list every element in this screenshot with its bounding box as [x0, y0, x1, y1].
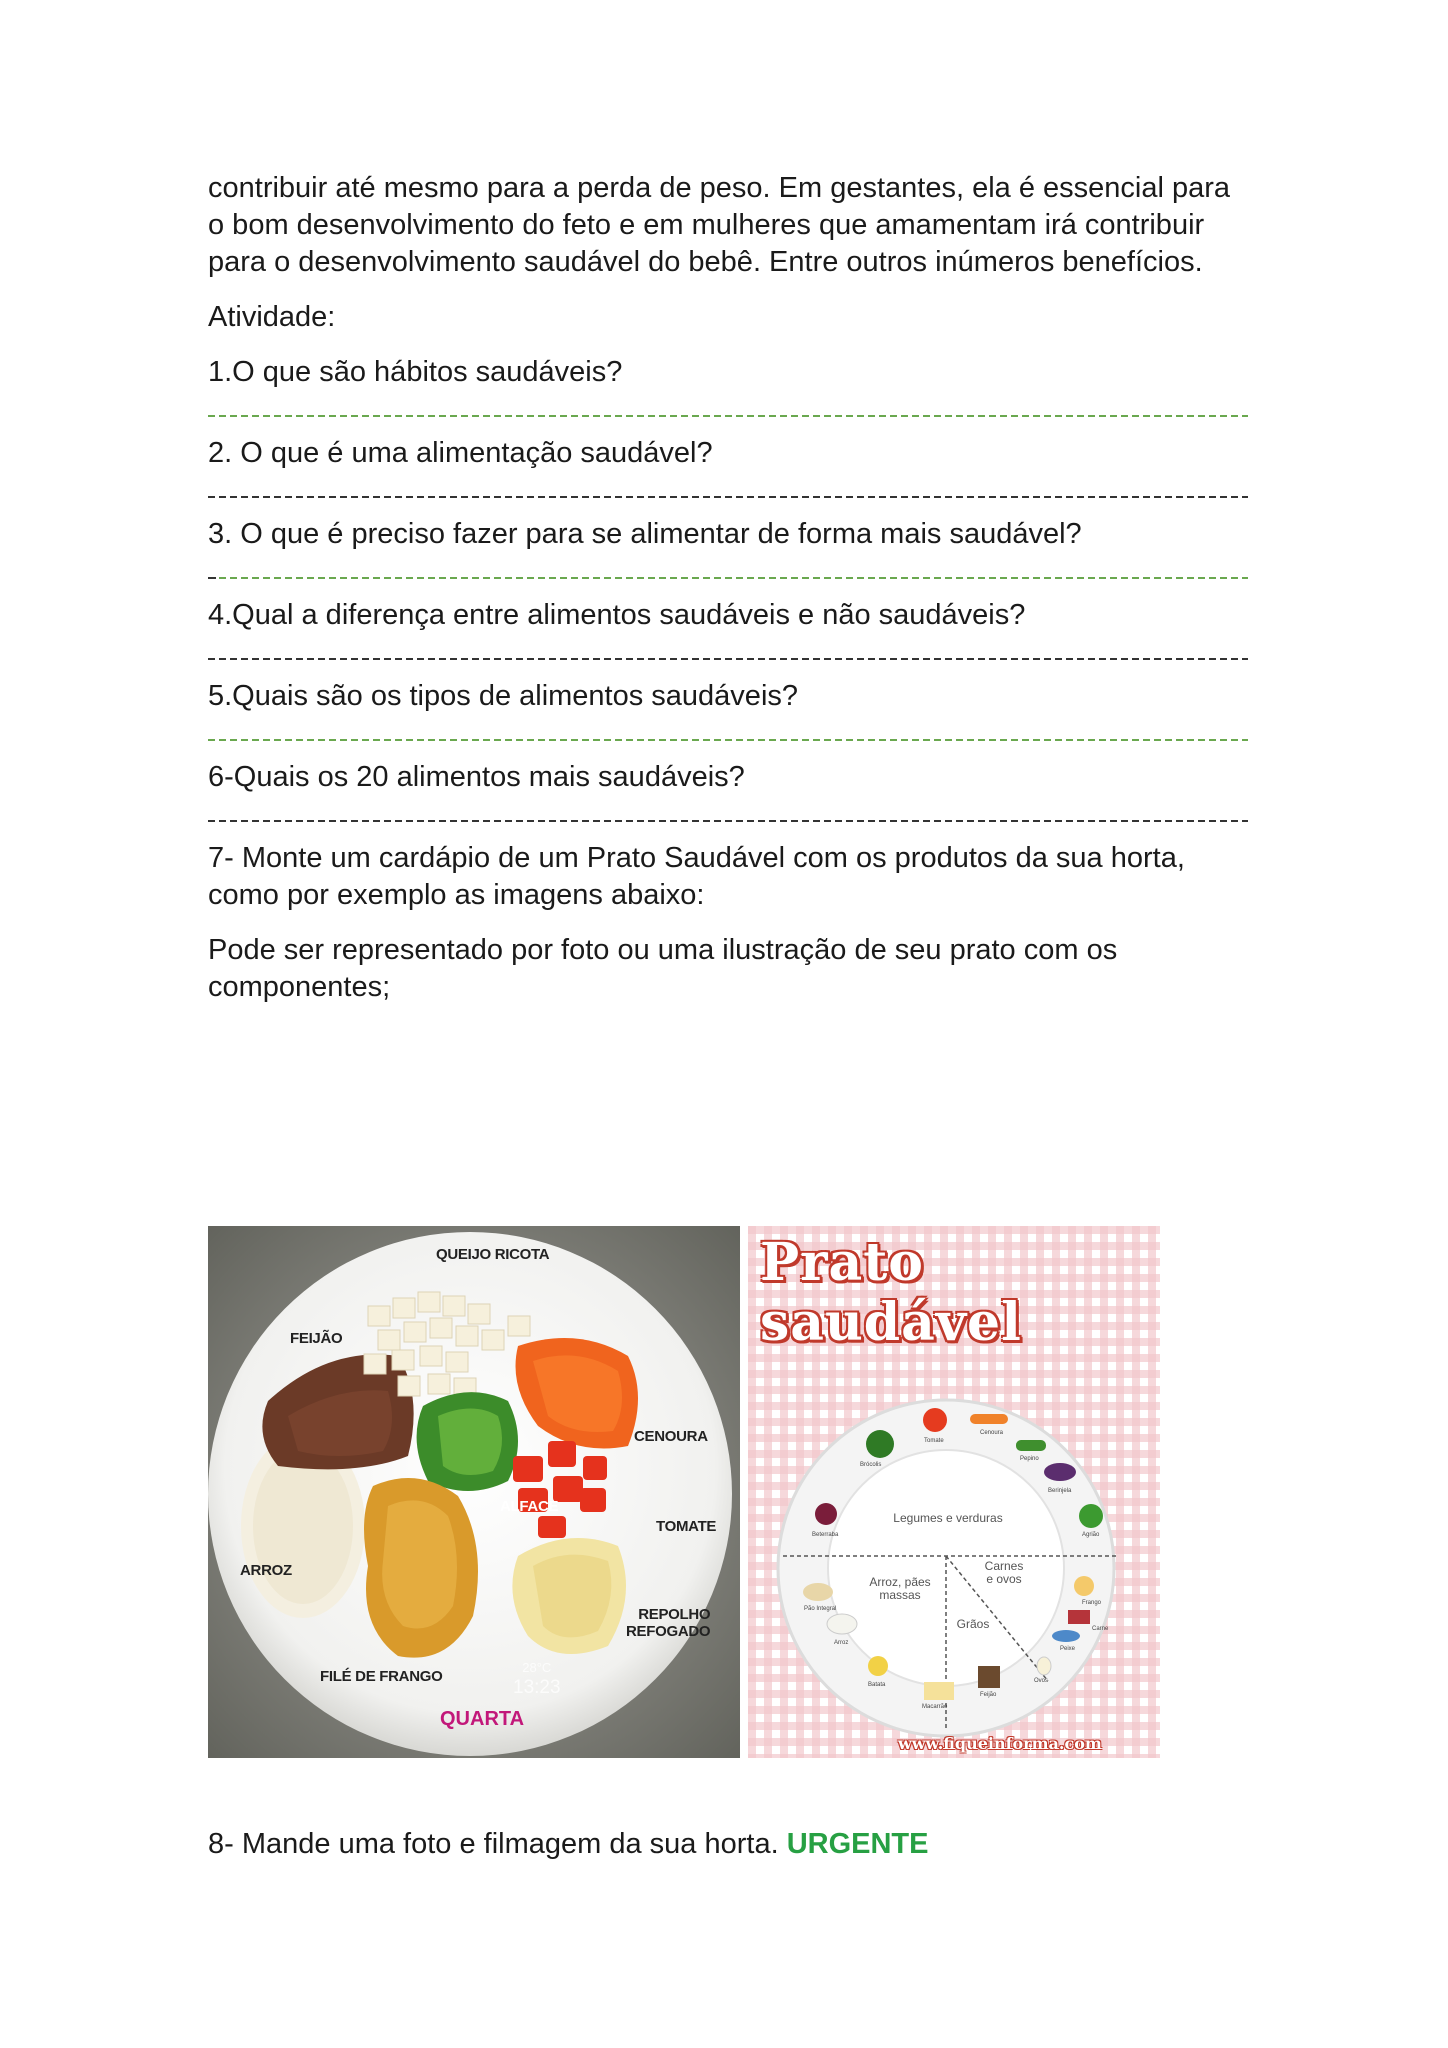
- item-feijao: Feijão: [980, 1692, 997, 1698]
- item-cenoura: Cenoura: [980, 1430, 1004, 1436]
- label-cenoura: CENOURA: [634, 1428, 708, 1445]
- example-images: [208, 1226, 1158, 1758]
- answer-line-6[interactable]: [208, 820, 1248, 822]
- section-carnes-line2: e ovos: [986, 1572, 1022, 1586]
- intro-paragraph: contribuir até mesmo para a perda de peso. Em gestantes, ela é essencial para o bom desenvolvimento do feto e em mulheres que amamentam irá contribuir para o desenvolvimento saudável do bebê. Entre outros inúmeros benefícios.: [208, 172, 1231, 278]
- question-7-note: Pode ser representado por foto ou uma ilustração de seu prato com os componentes;: [208, 934, 1118, 1003]
- item-frango: Frango: [1082, 1600, 1102, 1606]
- photo-temp: 28°C: [522, 1660, 552, 1675]
- section-legumes: Legumes e verduras: [893, 1511, 1003, 1525]
- section-graos: Grãos: [956, 1617, 990, 1631]
- label-arroz: ARROZ: [240, 1562, 292, 1579]
- item-pepino: Pepino: [1020, 1456, 1039, 1462]
- label-alface: ALFACE: [500, 1498, 559, 1515]
- plate-photo: [208, 1226, 740, 1758]
- plate-photo-illustration: [208, 1226, 740, 1758]
- question-2: 2. O que é uma alimentação saudável?: [208, 437, 713, 469]
- section-carnes: [974, 1560, 1034, 1586]
- label-queijo: QUEIJO RICOTA: [436, 1246, 550, 1263]
- label-feijao: FEIJÃO: [290, 1330, 343, 1347]
- item-peixe: Peixe: [1060, 1646, 1076, 1652]
- item-brocolis: Brócolis: [860, 1462, 882, 1468]
- final-question-block: [208, 1826, 1248, 1863]
- photo-day: QUARTA: [440, 1708, 525, 1730]
- answer-line-4[interactable]: [208, 658, 1248, 660]
- item-pao: Pão Integral: [804, 1606, 837, 1612]
- item-beterraba: Beterraba: [812, 1532, 839, 1538]
- section-carnes-line1: Carnes: [984, 1559, 1024, 1573]
- question-1: 1.O que são hábitos saudáveis?: [208, 356, 623, 388]
- chart-website: www.fiqueinforma.com: [898, 1734, 1102, 1753]
- item-carne: Carne: [1092, 1626, 1109, 1632]
- photo-time: 13:23: [513, 1677, 561, 1698]
- question-8: [208, 1826, 1248, 1863]
- answer-line-1[interactable]: [208, 415, 1248, 417]
- document-body: [208, 170, 1248, 1006]
- question-7: 7- Monte um cardápio de um Prato Saudável com os produtos da sua horta, como por exemplo as imagens abaixo:: [208, 842, 1185, 911]
- item-berinjela: Berinjela: [1048, 1488, 1072, 1494]
- question-8-text: 8- Mande uma foto e filmagem da sua horta.: [208, 1828, 779, 1860]
- chart-title-line2: saudável: [760, 1292, 1022, 1353]
- item-arroz: Arroz: [834, 1640, 849, 1646]
- chart-title-line1: Prato: [760, 1232, 924, 1293]
- section-arroz: [860, 1576, 940, 1602]
- item-macarrao: Macarrão: [922, 1704, 948, 1710]
- label-repolho-line1: REPOLHO: [638, 1606, 711, 1623]
- label-repolho: [626, 1606, 710, 1640]
- photo-timestamp: [513, 1658, 561, 1698]
- answer-line-5[interactable]: [208, 739, 1248, 741]
- section-arroz-line2: massas: [879, 1588, 921, 1602]
- item-tomate: Tomate: [924, 1438, 944, 1444]
- question-4: 4.Qual a diferença entre alimentos saudáveis e não saudáveis?: [208, 599, 1026, 631]
- answer-line-2[interactable]: [208, 496, 1248, 498]
- question-3: 3. O que é preciso fazer para se alimentar de forma mais saudável?: [208, 518, 1082, 550]
- activity-heading: Atividade:: [208, 301, 336, 333]
- section-arroz-line1: Arroz, pães: [869, 1575, 931, 1589]
- item-ovos: Ovos: [1034, 1678, 1049, 1684]
- answer-line-3[interactable]: [208, 577, 1248, 579]
- label-frango: FILÉ DE FRANGO: [320, 1668, 443, 1685]
- item-agriao: Agrião: [1082, 1532, 1100, 1538]
- question-5: 5.Quais são os tipos de alimentos saudáveis?: [208, 680, 799, 712]
- label-repolho-line2: REFOGADO: [626, 1623, 711, 1640]
- urgent-label: URGENTE: [786, 1828, 929, 1860]
- item-batata: Batata: [868, 1682, 886, 1688]
- label-tomate: TOMATE: [656, 1518, 717, 1535]
- healthy-plate-chart: [748, 1226, 1160, 1758]
- question-6: 6-Quais os 20 alimentos mais saudáveis?: [208, 761, 745, 793]
